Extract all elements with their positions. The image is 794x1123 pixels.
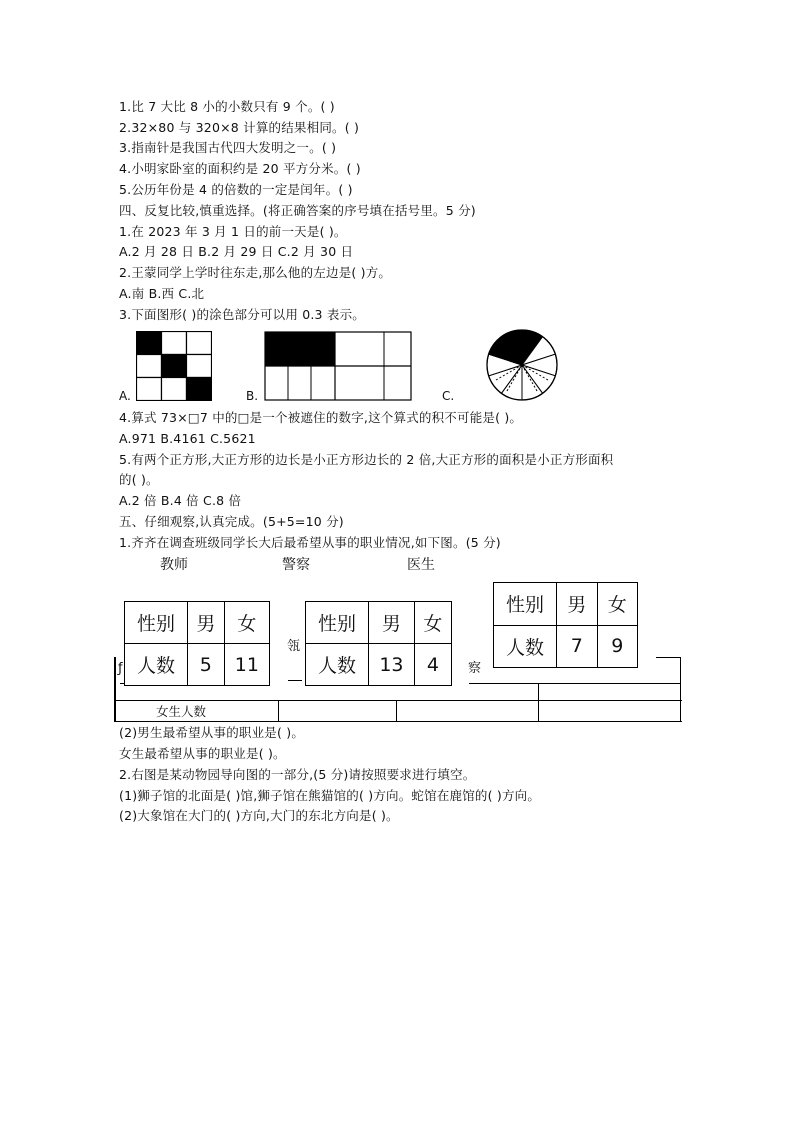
choice-q4-options: A.971 B.4161 C.5621 xyxy=(119,431,256,446)
blank-cell xyxy=(187,355,212,378)
police-table xyxy=(305,601,452,686)
bg-table-tick-mid xyxy=(288,680,302,681)
police-table-header-female: 女 xyxy=(414,602,451,644)
choice-q1: 1.在 2023 年 3 月 1 日的前一天是( )。 xyxy=(119,224,347,239)
bg-fragment-mid: 瓴 xyxy=(287,639,301,654)
doctor-male-count: 7 xyxy=(557,625,598,668)
figure-c-label: C. xyxy=(442,389,455,403)
judge-item-3: 3.指南针是我国古代四大发明之一。( ) xyxy=(119,140,337,155)
bg-table-mid-rule xyxy=(114,700,682,701)
figure-b-label: B. xyxy=(246,389,259,403)
police-table-row-label: 人数 xyxy=(306,644,369,686)
judge-item-2: 2.32×80 与 320×8 计算的结果相同。( ) xyxy=(119,120,360,135)
bg-fragment-right: 察 xyxy=(468,661,482,676)
doctor-table-header-gender: 性别 xyxy=(494,583,557,626)
bg-table-divider-2 xyxy=(396,700,397,722)
teacher-table xyxy=(124,601,270,686)
bg-table-bottom-rule xyxy=(114,721,682,722)
observe-q1-2-girls: 女生最希望从事的职业是( )。 xyxy=(119,746,286,761)
teacher-male-count: 5 xyxy=(188,644,225,686)
blank-cell xyxy=(187,332,212,355)
figure-a-grid xyxy=(136,331,212,401)
choice-q2-options: A.南 B.西 C.北 xyxy=(119,286,205,301)
teacher-female-count: 11 xyxy=(224,644,269,686)
doctor-table-header-male: 男 xyxy=(557,583,598,626)
section4-heading: 四、反复比较,慎重选择。(将正确答案的序号填在括号里。5 分) xyxy=(119,203,476,218)
bg-table-top-right-rule xyxy=(656,657,681,658)
figure-a-label: A. xyxy=(119,389,131,403)
doctor-female-count: 9 xyxy=(597,625,638,668)
judge-item-4: 4.小明家卧室的面积约是 20 平方分米。( ) xyxy=(119,161,361,176)
judge-item-1: 1.比 7 大比 8 小的小数只有 9 个。( ) xyxy=(119,99,335,114)
observe-q1: 1.齐齐在调查班级同学长大后最希望从事的职业情况,如下图。(5 分) xyxy=(119,535,501,550)
shaded-cell xyxy=(162,355,187,378)
police-female-count: 4 xyxy=(414,644,451,686)
observe-q2: 2.右图是某动物园导向图的一部分,(5 分)请按照要求进行填空。 xyxy=(119,767,476,782)
choice-q2: 2.王蒙同学上学时往东走,那么他的左边是( )方。 xyxy=(119,265,392,280)
bg-table-right-edge xyxy=(680,657,681,722)
doctor-table-row-label: 人数 xyxy=(494,625,557,668)
figure-c-circle xyxy=(480,328,564,402)
teacher-table-header-female: 女 xyxy=(224,602,269,644)
doctor-table xyxy=(493,582,638,668)
job-label-teacher: 教师 xyxy=(160,557,188,573)
blank-cell xyxy=(137,378,162,401)
section5-heading: 五、仔细观察,认真完成。(5+5=10 分) xyxy=(119,514,344,529)
teacher-table-header-male: 男 xyxy=(188,602,225,644)
female-count-row-label: 女生人数 xyxy=(156,704,207,719)
shaded-cell xyxy=(137,332,162,355)
job-label-doctor: 医生 xyxy=(407,557,435,573)
observe-q1-2-boys: (2)男生最希望从事的职业是( )。 xyxy=(119,725,305,740)
police-table-header-gender: 性别 xyxy=(306,602,369,644)
bg-fragment-left: ƒ xyxy=(118,661,123,676)
bg-table-divider-1 xyxy=(278,700,279,722)
choice-q4: 4.算式 73×□7 中的□是一个被遮住的数字,这个算式的积不可能是( )。 xyxy=(119,410,523,425)
teacher-table-row-label: 人数 xyxy=(125,644,188,686)
bg-table-upper-rule-right xyxy=(469,683,680,684)
choice-q5-line2: 的( )。 xyxy=(119,472,159,487)
shaded-cell xyxy=(187,378,212,401)
police-table-header-male: 男 xyxy=(369,602,415,644)
bg-table-left-edge xyxy=(114,657,116,722)
police-male-count: 13 xyxy=(369,644,415,686)
doctor-table-header-female: 女 xyxy=(597,583,638,626)
choice-q1-options: A.2 月 28 日 B.2 月 29 日 C.2 月 30 日 xyxy=(119,244,354,259)
choice-q3: 3.下面图形( )的涂色部分可以用 0.3 表示。 xyxy=(119,307,365,322)
job-label-police: 警察 xyxy=(282,557,310,573)
blank-cell xyxy=(162,332,187,355)
choice-q5-options: A.2 倍 B.4 倍 C.8 倍 xyxy=(119,493,242,508)
observe-q2-1: (1)狮子馆的北面是( )馆,狮子馆在熊猫馆的( )方向。蛇馆在鹿馆的( )方向。 xyxy=(119,788,541,803)
judge-item-5: 5.公历年份是 4 的倍数的一定是闰年。( ) xyxy=(119,182,353,197)
teacher-table-header-gender: 性别 xyxy=(125,602,188,644)
bg-table-divider-3 xyxy=(538,683,539,722)
observe-q2-2: (2)大象馆在大门的( )方向,大门的东北方向是( )。 xyxy=(119,808,399,823)
figure-b-grid xyxy=(264,331,412,401)
blank-cell xyxy=(162,378,187,401)
blank-cell xyxy=(137,355,162,378)
choice-q5-line1: 5.有两个正方形,大正方形的边长是小正方形边长的 2 倍,大正方形的面积是小正方形面积 xyxy=(119,452,614,467)
